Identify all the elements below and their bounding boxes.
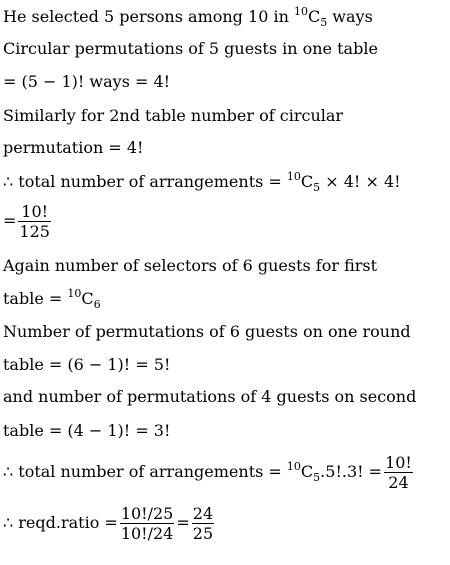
fraction: $\frac{10!}{125}$ xyxy=(19,202,50,242)
line-result-fraction: = $\frac{10!}{125}$ xyxy=(3,202,50,242)
line-ways: = (5 − 1)! ways = 4! xyxy=(3,72,171,91)
line-round-table: Number of permutations of 6 guests on one round xyxy=(3,322,411,341)
fraction: $\frac{10!}{24}$ xyxy=(385,453,412,493)
fraction: $\frac{10!/25}{10!/24}$ xyxy=(120,504,174,544)
line-table-comb: table = $^{10}C_6$ xyxy=(3,287,101,311)
line-permutation: permutation = 4! xyxy=(3,138,144,157)
line-ratio: ∴ reqd.ratio = $\frac{10!/25}{10!/24}$ = $\frac{24}{25}$ xyxy=(3,504,214,544)
line-circular-perm: Circular permutations of 5 guests in one table xyxy=(3,39,378,58)
line-again: Again number of selectors of 6 guests for first xyxy=(3,256,378,275)
line-second-table: Similarly for 2nd table number of circular xyxy=(3,106,344,125)
line-total-2: ∴ total number of arrangements = $^{10}C_5.5!.3$! = $\frac{10!}{24}$ xyxy=(3,453,412,493)
line-five-fact: table = (6 − 1)! = 5! xyxy=(3,355,171,374)
line-second-perm: and number of permutations of 4 guests on second xyxy=(3,387,417,406)
fraction: $\frac{24}{25}$ xyxy=(192,504,214,544)
line-three-fact: table = (4 − 1)! = 3! xyxy=(3,421,171,440)
line-selection: He selected 5 persons among 10 in $^{10}C_5$ ways xyxy=(3,5,373,29)
line-total-1: ∴ total number of arrangements = $^{10}C_5 \times 4$! × 4! xyxy=(3,170,401,194)
